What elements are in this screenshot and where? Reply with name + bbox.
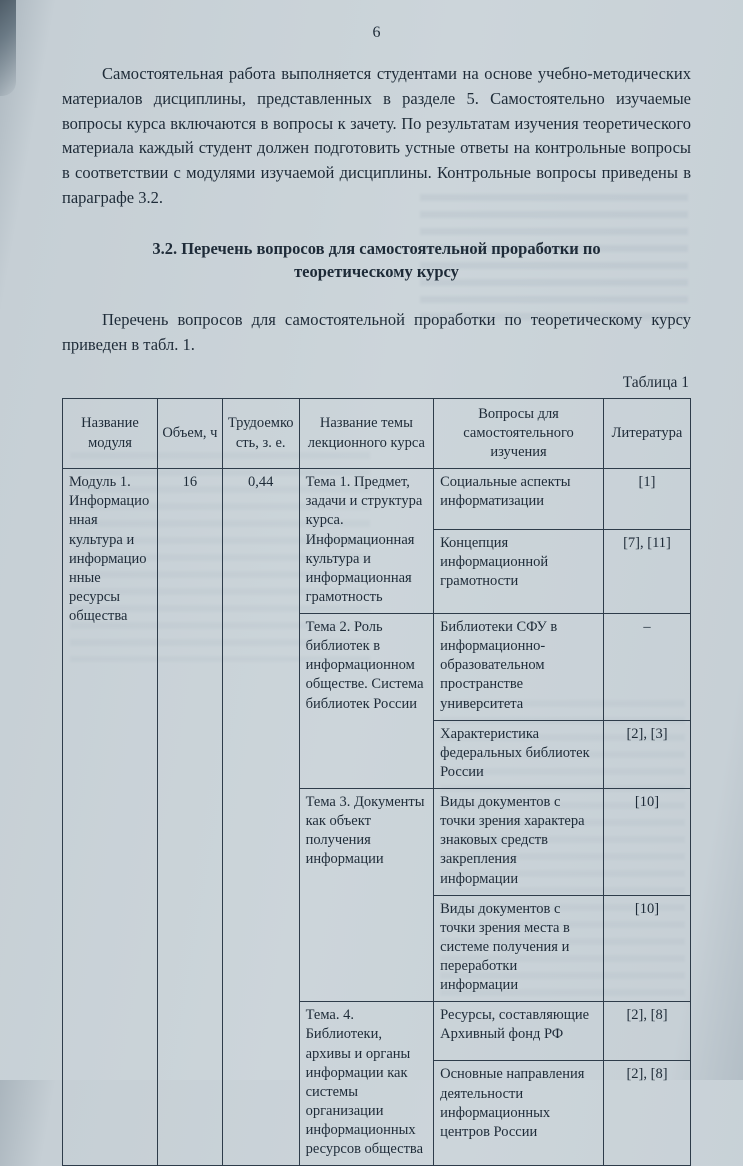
col-header-questions: Вопросы для самостоятельного изучения xyxy=(434,398,604,468)
cell-literature: [1] xyxy=(603,469,690,530)
table-caption: Таблица 1 xyxy=(622,373,689,391)
cell-question: Основные направления деятельности информационных центров России xyxy=(434,1061,604,1166)
cell-module-volume: 16 xyxy=(158,469,223,1166)
col-header-labor: Трудоемкость, з. е. xyxy=(222,398,299,468)
intro-paragraph: Самостоятельная работа выполняется студентами на основе учебно-методических материалов дисциплины, представленных в разделе 5. Самостоятельно изучаемые вопросы курса включаются в вопросы к зачету. По результатам изучения теоретического материала каждый студент должен подготовить устные ответы на контрольные вопросы в соответствии с модулями изучаемой дисциплины. Контрольные вопросы приведены в параграфе 3.2. xyxy=(62,64,691,207)
cell-module-name: Модуль 1. Информационная культура и информационные ресурсы общества xyxy=(63,469,158,1166)
cell-module-labor: 0,44 xyxy=(222,469,299,1166)
cell-question: Ресурсы, составляющие Архивный фонд РФ xyxy=(434,1002,604,1061)
cell-literature: [10] xyxy=(603,789,690,896)
cell-literature: [2], [8] xyxy=(603,1002,690,1061)
cell-literature: [2], [8] xyxy=(603,1061,690,1166)
questions-table xyxy=(62,398,691,1166)
cell-literature: [10] xyxy=(603,895,690,1002)
cell-topic-4: Тема. 4. Библиотеки, архивы и органы информации как системы организации информационных ресурсов общества xyxy=(299,1002,433,1166)
table-row xyxy=(63,469,691,530)
cell-question: Виды документов с точки зрения характера знаковых средств закрепления информации xyxy=(434,789,604,896)
col-header-literature: Литература xyxy=(603,398,690,468)
cell-literature: – xyxy=(603,614,690,721)
page-number: 6 xyxy=(372,24,381,41)
table-intro-paragraph: Перечень вопросов для самостоятельной проработки по теоретическому курсу приведен в табл. 1. xyxy=(62,310,691,355)
cell-question: Библиотеки СФУ в информационно-образовательном пространстве университета xyxy=(434,614,604,721)
col-header-module: Название модуля xyxy=(63,398,158,468)
cell-topic-2: Тема 2. Роль библиотек в информационном обществе. Система библиотек России xyxy=(299,614,433,789)
cell-question: Виды документов с точки зрения места в системе получения и переработки информации xyxy=(434,895,604,1002)
cell-topic-3: Тема 3. Документы как объект получения информации xyxy=(299,789,433,1002)
cell-literature: [2], [3] xyxy=(603,720,690,788)
cell-question: Концепция информационной грамотности xyxy=(434,529,604,613)
col-header-volume: Объем, ч xyxy=(158,398,223,468)
section-heading: 3.2. Перечень вопросов для самостоятельной проработки по теоретическому курсу xyxy=(152,238,601,282)
cell-literature: [7], [11] xyxy=(603,529,690,613)
cell-question: Характеристика федеральных библиотек России xyxy=(434,720,604,788)
scan-corner-artifact xyxy=(0,0,16,96)
cell-question: Социальные аспекты информатизации xyxy=(434,469,604,530)
table-header-row xyxy=(63,398,691,468)
cell-topic-1: Тема 1. Предмет, задачи и структура курса. Информационная культура и информационная грамотность xyxy=(299,469,433,614)
col-header-topic: Название темы лекционного курса xyxy=(299,398,433,468)
